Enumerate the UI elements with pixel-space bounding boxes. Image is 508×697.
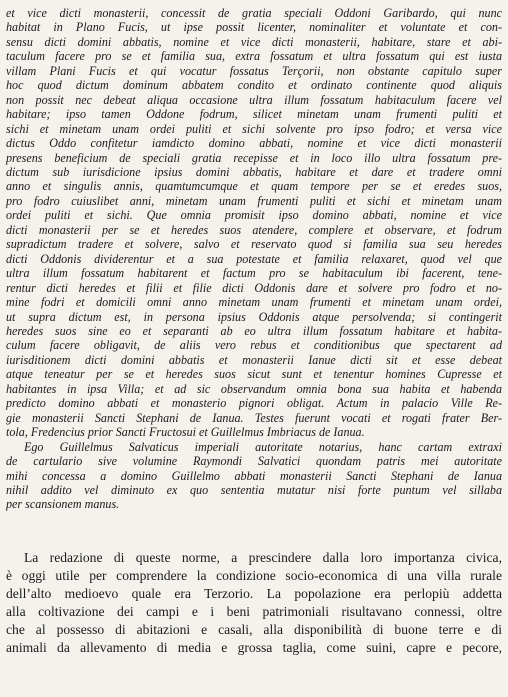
section-gap (6, 512, 502, 549)
text-line: dictus Oddo confitetur iamdicto domino abbati, nomine et vice dicti monasterii (6, 136, 502, 151)
commentary-paragraph (6, 549, 502, 658)
text-line: et vice dicti monasterii, concessit de gratia speciali Oddoni Garibardo, qui nunc (6, 6, 502, 20)
text-line: dictum sub iurisdicione ipsius domini abbatis, habitare et dare et tradere omni (6, 164, 502, 179)
text-line: atque teneatur per se et heredes suos sicut sunt et tenentur homines Cupresse et (6, 367, 502, 382)
text-line: animali da allevamento di media e grossa taglia, come suini, capre e pecore, (6, 640, 502, 656)
text-line: taculum facere pro se et familia sua, extra fossatum et ultra fossatum qui est iusta (6, 49, 502, 64)
text-line: dicti monasterii per se et heredes suos atendere, complere et observare, et fodrum (6, 222, 502, 237)
text-line: habitantes in ipsa Villa; et ad sic observandum omnia bona sua habita et habenda (6, 381, 502, 396)
text-line: tola, Fredencius prior Sancti Fructosui et Guillelmus Imbriacus de Ianua. (6, 425, 365, 440)
charter-paragraph-1 (6, 6, 502, 440)
text-line: Ego Guillelmus Salvaticus imperiali autoritate notarius, hanc cartam extraxi (24, 439, 502, 454)
latin-charter-text (6, 6, 502, 512)
text-line: per scansionem manus. (6, 497, 120, 512)
text-line: hoc quod dictum dominum abbatem condito et ordinato continente quod aliquis (6, 78, 502, 93)
text-line: ut supra dictum est, in persona ipsius Oddonis atque persolvenda; si contingerit (6, 309, 502, 324)
text-line: che al possesso di abitazioni e casali, alla disponibilità di buone terre e di (6, 622, 502, 638)
text-line: nihil addito vel diminuto ex quo sententia mutatur nisi forte puntum vel sillaba (6, 482, 502, 497)
text-line: villam Plani Fucis et qui vocatur fossatus Terçorii, non obstante capitulo super (6, 63, 502, 78)
text-line: anno et singulis annis, quamtumcumque et quam tempore per se et eredes suos, (6, 179, 502, 194)
text-line: sensu dicti domini abbatis, nomine et vice dicti monasterii, habitare, stare et abi- (6, 34, 502, 49)
text-line: alla coltivazione dei campi e i beni patrimoniali risultavano connessi, oltre (6, 604, 502, 620)
text-line: gie monasterii Sancti Stephani de Ianua. Testes fuerunt vocati et rogati frater Ber- (6, 410, 502, 425)
text-line: culum facere obligavit, de aliis vero rebus et conditionibus que spectarent ad (6, 338, 502, 353)
charter-paragraph-2 (6, 440, 502, 512)
text-line: supradictum tradere et solvere, salvo et reservato quod si familia sua seu heredes (6, 237, 502, 252)
text-line: La redazione di queste norme, a prescindere dalla loro importanza civica, (24, 549, 502, 565)
text-line: presens beneficium de speciali gratia recepisse et in loco illo ultra fossatum pre- (6, 150, 502, 165)
text-line: ultra illum fossatum habitarent et factum pro se habitaculum ibi facerent, tene- (6, 266, 502, 281)
text-line: habitat in Plano Fucis, ut ipse possit licenter, nominaliter et voluntate et con- (6, 20, 502, 35)
text-line: mihi concessa a domino Guillelmo abbati monasterii Sancti Stephani de Ianua (6, 468, 502, 483)
text-line: non possit nec debeat aliqua occasione ultra illum fossatum habitaculum facere vel (6, 92, 502, 107)
text-line: sichi et minetam unam ordei puliti et sichi solvente pro ipso fodro; et versa vice (6, 121, 502, 136)
text-line: dell’alto medioevo quale era Terzorio. La popolazione era perlopiù addetta (6, 586, 502, 602)
text-line: dicti Oddonis dividerentur et a sua potestate et familia relaxaret, quod vel que (6, 251, 502, 266)
text-line: ordei puliti et sichi. Que omnia promisit ipso domino abbati, nomine et vice (6, 208, 502, 223)
text-line: è oggi utile per comprendere la condizione socio-economica di una villa rurale (6, 567, 502, 583)
text-line: predicto domino abbati et monasterio pignori obligat. Actum in palacio Ville Re- (6, 396, 502, 411)
text-line: iurisditionem dicti domini abbatis et monasterii Ianue dicti sit et esse debeat (6, 352, 502, 367)
text-line: mine fodri et domicili omni anno minetam unam frumenti et minetam unam ordei, (6, 295, 502, 310)
text-line: habitare; ipso tamen Oddone fodrum, silicet minetam unam frumenti puliti et (6, 107, 502, 122)
text-line: pro fodro cuiuslibet anni, minetam unam frumenti puliti et sichi et minetam unam (6, 193, 502, 208)
text-line: rentur dicti heredes et filii et filie dicti Oddonis dare et solvere pro fodro et no- (6, 280, 502, 295)
text-line: heredes suos sine eo et separanti ab eo ultra illum fossatum habitare et habita- (6, 323, 502, 338)
text-line: de cartulario sive volumine Raymondi Salvatici quondam patris mei autoritate (6, 454, 502, 469)
